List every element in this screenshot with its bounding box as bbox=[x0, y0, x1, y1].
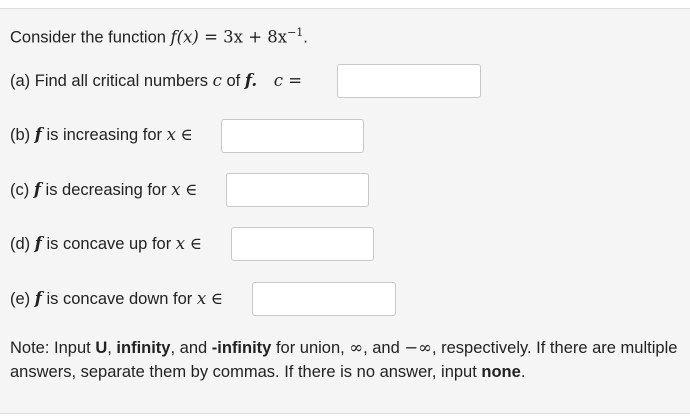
part-d-in: ∈ bbox=[189, 234, 202, 253]
part-e-label bbox=[10, 289, 223, 309]
input-note bbox=[10, 336, 680, 384]
part-e-f: f bbox=[34, 289, 42, 308]
note-text-4: for union, bbox=[271, 339, 350, 357]
part-a-answer-label: c = bbox=[273, 71, 303, 90]
question-panel bbox=[0, 8, 690, 414]
part-c-prefix: (c) bbox=[10, 181, 30, 199]
intro-text: Consider the function bbox=[10, 28, 166, 47]
note-text-6: , respectively. If there are multiple answers, separate them by commas. If there is no answer, input bbox=[10, 339, 678, 381]
note-none-keyword: none bbox=[481, 363, 521, 381]
part-a-answer-input[interactable] bbox=[337, 64, 481, 98]
note-text-1: Note: Input bbox=[10, 339, 96, 357]
part-d-text: is concave up for bbox=[46, 235, 172, 253]
function-rhs: = 3x + 8x bbox=[198, 27, 288, 47]
part-c-f: f bbox=[33, 180, 41, 199]
part-a-f: f. bbox=[244, 71, 258, 90]
part-e-prefix: (e) bbox=[10, 290, 31, 308]
part-b-prefix: (b) bbox=[10, 126, 31, 144]
part-c-x: x bbox=[171, 180, 181, 199]
part-d-f: f bbox=[34, 234, 42, 253]
part-b-f: f bbox=[34, 125, 42, 144]
note-neg-infinity-keyword: -infinity bbox=[211, 339, 272, 357]
part-a-label bbox=[10, 71, 302, 91]
part-b-x: x bbox=[166, 125, 176, 144]
note-text-7: . bbox=[520, 363, 526, 381]
note-text-3: , and bbox=[170, 339, 212, 357]
part-a-var: c bbox=[212, 71, 222, 90]
infinity-symbol: ∞ bbox=[349, 338, 364, 357]
note-text-2: , bbox=[107, 339, 117, 357]
part-e-x: x bbox=[196, 289, 207, 308]
part-b-in: ∈ bbox=[180, 125, 193, 144]
part-d-label bbox=[10, 234, 202, 254]
part-e-text: is concave down for bbox=[46, 290, 193, 308]
note-text-5: , and bbox=[363, 339, 405, 357]
part-a-text: (a) Find all critical numbers bbox=[10, 72, 209, 90]
function-lhs: f(x) bbox=[170, 27, 199, 47]
part-c-answer-input[interactable] bbox=[226, 173, 369, 207]
note-union-keyword: U bbox=[95, 339, 108, 357]
part-e-in: ∈ bbox=[210, 289, 224, 308]
part-c-in: ∈ bbox=[185, 180, 198, 199]
function-exponent: −1 bbox=[287, 26, 304, 39]
part-b-answer-input[interactable] bbox=[221, 119, 364, 153]
neg-infinity-symbol: −∞ bbox=[404, 338, 432, 357]
part-d-answer-input[interactable] bbox=[231, 227, 374, 261]
part-d-x: x bbox=[175, 234, 186, 253]
function-period: . bbox=[303, 28, 308, 47]
part-a-of: of bbox=[226, 72, 241, 90]
part-b-text: is increasing for bbox=[46, 126, 163, 144]
part-e-answer-input[interactable] bbox=[252, 282, 396, 316]
note-infinity-keyword: infinity bbox=[116, 339, 171, 357]
part-c-label bbox=[10, 180, 197, 200]
part-c-text: is decreasing for bbox=[45, 181, 167, 199]
part-d-prefix: (d) bbox=[10, 235, 31, 253]
part-b-label bbox=[10, 125, 193, 145]
question-intro bbox=[10, 23, 308, 48]
